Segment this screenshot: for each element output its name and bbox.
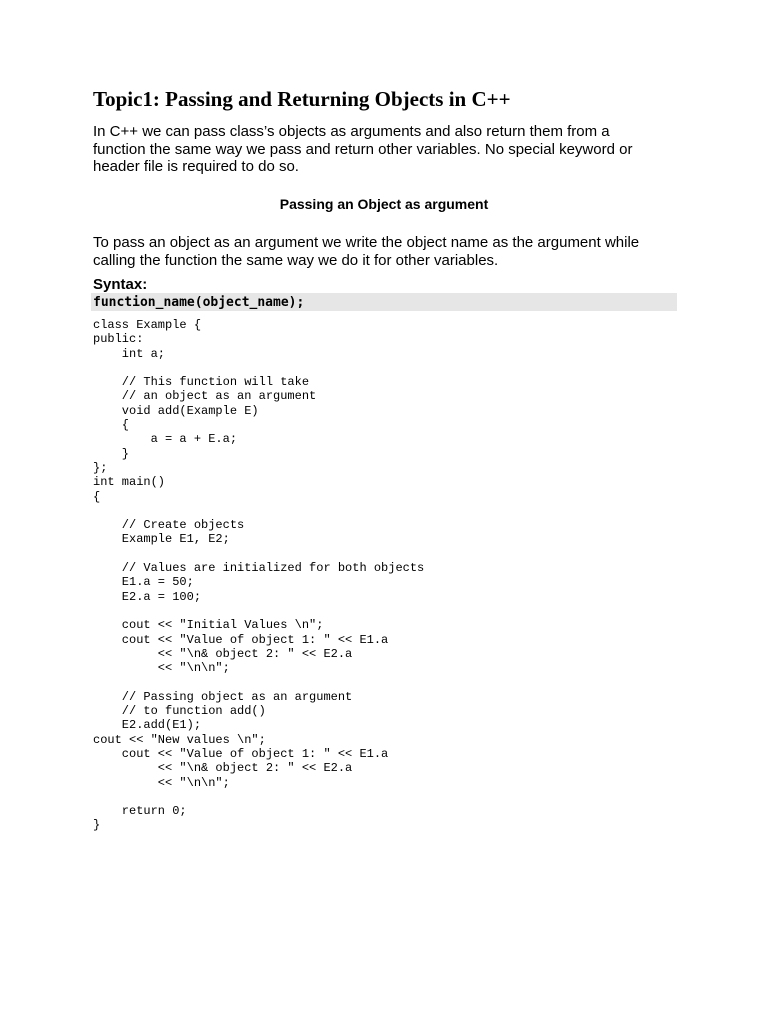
- code-line: [93, 604, 424, 618]
- code-line: class Example {: [93, 318, 202, 332]
- code-line: E1.a = 50;: [93, 575, 194, 590]
- code-block: [93, 318, 424, 833]
- code-line: << "\n& object 2: " << E2.a: [93, 646, 353, 661]
- code-line: {: [93, 489, 101, 504]
- code-line: int a;: [93, 346, 166, 361]
- code-line: }: [93, 446, 130, 461]
- code-line: return 0;: [93, 804, 187, 819]
- code-line: [93, 361, 424, 375]
- code-line: [93, 790, 424, 804]
- code-line: };: [93, 460, 108, 475]
- intro-line: In C++ we can pass class’s objects as arguments and also return them from a: [93, 123, 610, 140]
- code-line: a = a + E.a;: [93, 432, 238, 447]
- code-line: public:: [93, 332, 144, 347]
- code-line: // Create objects: [93, 518, 245, 533]
- code-line: [93, 504, 424, 518]
- syntax-label: Syntax:: [93, 276, 148, 293]
- code-line: cout << "New values \n";: [93, 732, 266, 747]
- code-line: cout << "Value of object 1: " << E1.a: [93, 632, 389, 647]
- page-title: Topic1: Passing and Returning Objects in C++: [93, 87, 511, 111]
- code-line: // to function add(): [93, 704, 266, 719]
- code-line: << "\n& object 2: " << E2.a: [93, 761, 353, 776]
- code-line: int main(): [93, 475, 166, 490]
- code-line: void add(Example E): [93, 403, 259, 418]
- code-line: {: [93, 418, 130, 433]
- code-line: E2.add(E1);: [93, 718, 202, 733]
- code-line: << "\n\n";: [93, 661, 230, 676]
- code-line: [93, 547, 424, 561]
- code-line: // This function will take: [93, 375, 310, 390]
- code-line: << "\n\n";: [93, 775, 230, 790]
- intro-line: header file is required to do so.: [93, 158, 299, 175]
- code-line: E2.a = 100;: [93, 589, 202, 604]
- code-line: // Passing object as an argument: [93, 689, 353, 704]
- code-line: }: [93, 818, 101, 833]
- description-line: calling the function the same way we do it for other variables.: [93, 251, 499, 269]
- intro-line: function the same way we pass and return other variables. No special keyword or: [93, 140, 633, 158]
- code-line: [93, 675, 424, 689]
- section-heading: Passing an Object as argument: [279, 196, 489, 212]
- code-line: cout << "Initial Values \n";: [93, 618, 324, 633]
- intro-paragraph: [93, 123, 683, 176]
- description-paragraph: [93, 234, 693, 269]
- code-line: // Values are initialized for both objects: [93, 561, 425, 576]
- code-line: // an object as an argument: [93, 389, 317, 404]
- description-line: To pass an object as an argument we write the object name as the argument while: [93, 234, 640, 251]
- syntax-code: function_name(object_name);: [93, 295, 305, 310]
- code-line: Example E1, E2;: [93, 532, 230, 547]
- code-line: cout << "Value of object 1: " << E1.a: [93, 746, 389, 761]
